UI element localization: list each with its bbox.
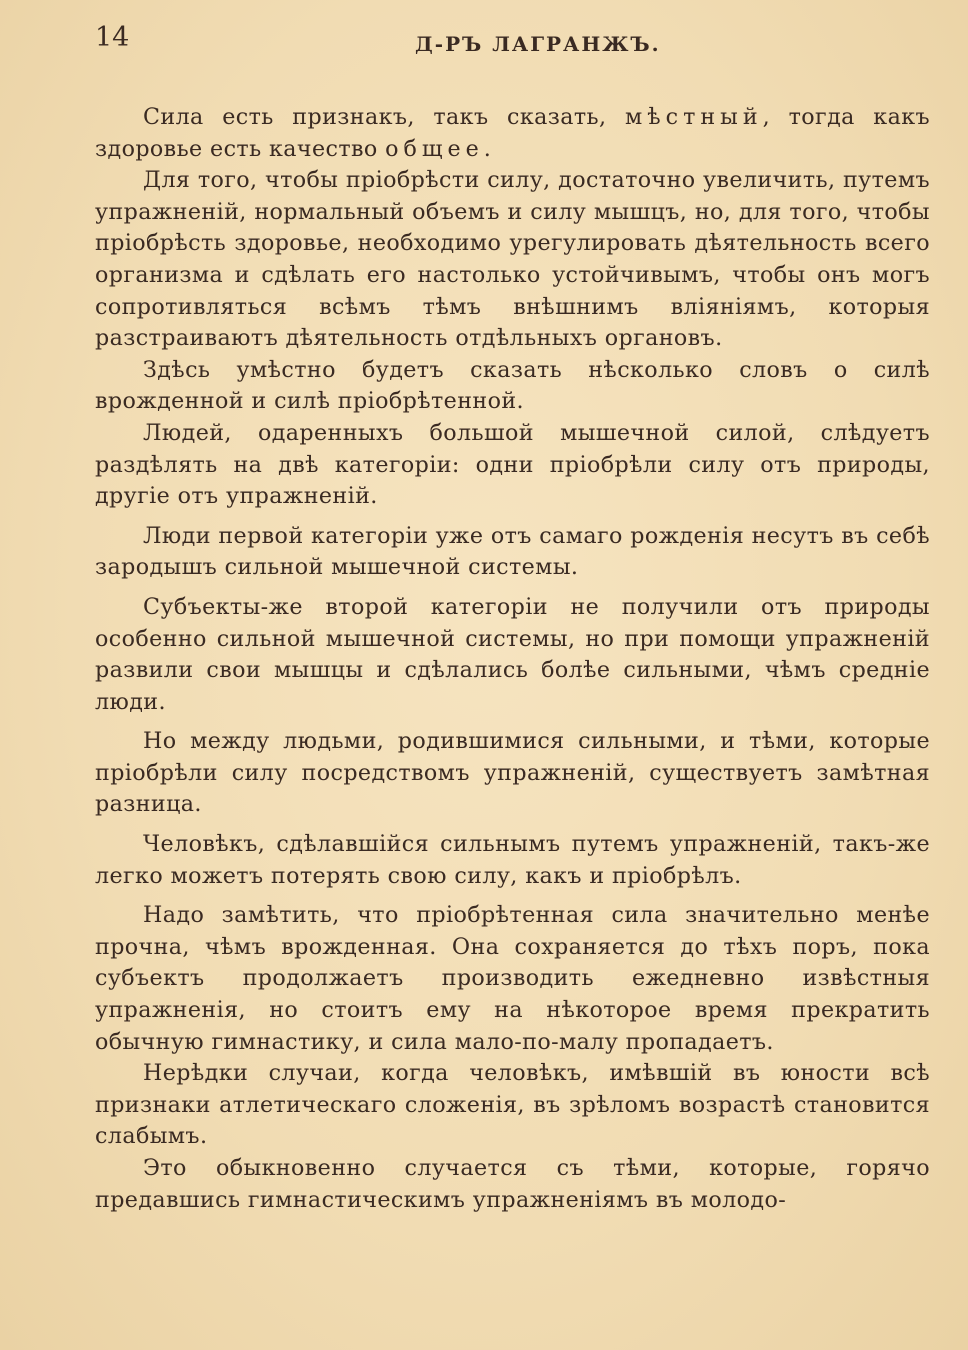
body-text — [95, 102, 930, 1216]
paragraph-1-text-a: Сила есть признакъ, такъ сказать, — [143, 104, 626, 130]
paragraph-10: Нерѣдки случаи, когда человѣкъ, имѣвшій въ юности всѣ признаки атлетическаго сложенія, въ зрѣломъ возрастѣ становится слабымъ. — [95, 1060, 930, 1150]
emphasis-general: общее — [385, 135, 484, 162]
emphasis-local: мѣстный — [625, 104, 763, 130]
paragraph-5: Люди первой категоріи уже отъ самаго рожденія несутъ въ себѣ зародышъ сильной мышечной системы. — [95, 522, 930, 581]
running-title: Д-РЪ ЛАГРАНЖЪ. — [415, 32, 661, 56]
paragraph-8: Человѣкъ, сдѣлавшійся сильнымъ путемъ упражненій, такъ-же легко можетъ потерять свою силу, какъ и пріобрѣлъ. — [95, 831, 930, 889]
paragraph-1-text-b: , тогда какъ здоровье есть качество — [95, 104, 930, 162]
paragraph-6: Субъекты-же второй категоріи не получили отъ природы особенно сильной мышечной системы, но при помощи упражненій развили свои мышцы и сдѣлались болѣе сильными, чѣмъ средніе люди. — [95, 593, 930, 715]
paragraph-4: Людей, одаренныхъ большой мышечной силой, слѣдуетъ раздѣлять на двѣ категоріи: одни пріобрѣли силу отъ природы, другіе отъ упражненій. — [95, 419, 930, 510]
paragraph-7: Но между людьми, родившимися сильными, и тѣми, которые пріобрѣли силу посредствомъ упражненій, существуетъ замѣтная разница. — [95, 728, 930, 818]
paragraph-1-text-c: . — [483, 135, 492, 162]
paragraph-2: Для того, чтобы пріобрѣсти силу, достаточно увеличить, путемъ упражненій, нормальный объемъ и силу мышцъ, но, для того, чтобы пріобрѣсть здоровье, необходимо урегулировать дѣятельность всего организма и сдѣлать его настолько устойчивымъ, чтобы онъ могъ сопротивляться всѣмъ тѣмъ внѣшнимъ вліяніямъ, которыя разстраиваютъ дѣятельность отдѣльныхъ органовъ. — [95, 167, 930, 352]
paragraph-11: Это обыкновенно случается съ тѣми, которые, горячо предавшись гимнастическимъ упражненіямъ въ молодо- — [95, 1155, 930, 1213]
page-header — [95, 22, 930, 64]
page-number: 14 — [95, 22, 130, 53]
paragraph-3: Здѣсь умѣстно будетъ сказать нѣсколько словъ о силѣ врожденной и силѣ пріобрѣтенной. — [95, 356, 930, 415]
paragraph-9: Надо замѣтить, что пріобрѣтенная сила значительно менѣе прочна, чѣмъ врожденная. Она сохраняется до тѣхъ поръ, пока субъектъ продолжаетъ производить ежедневно извѣстныя упражненія, но стоитъ ему на нѣкоторое время прекратить обычную гимнастику, и сила мало-по-малу пропадаетъ. — [95, 902, 930, 1055]
paragraph-1 — [95, 102, 930, 165]
